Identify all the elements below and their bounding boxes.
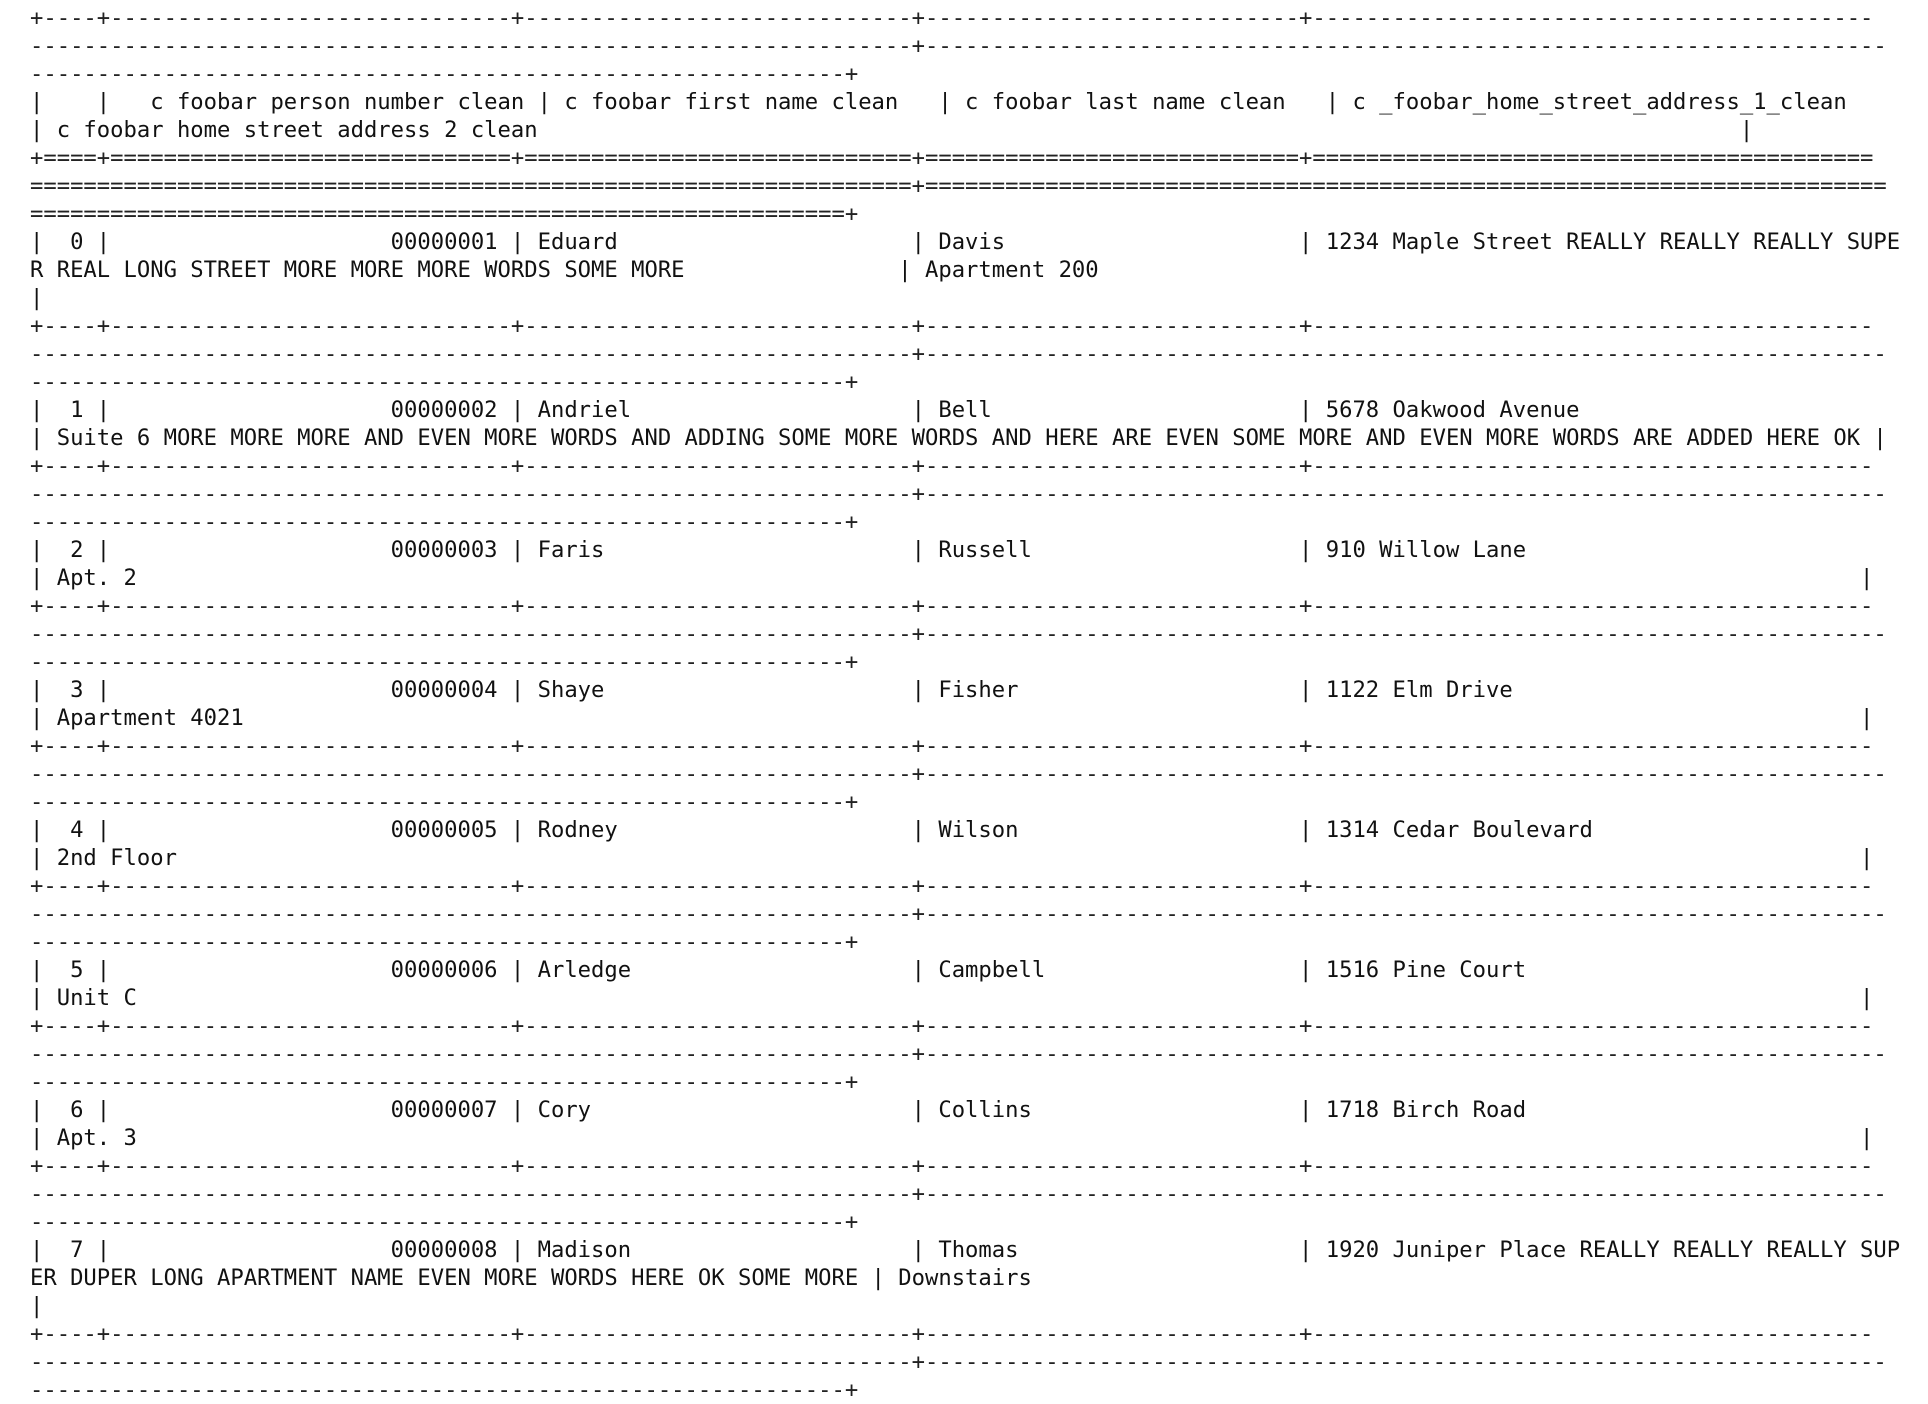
terminal-output <box>30 0 1920 1404</box>
table-row-1-line-1: | 1 | 00000002 | Andriel | Bell | 5678 Oakwood Avenue <box>30 397 1580 423</box>
table-row-3-line-2: | Apartment 4021 | <box>30 705 1874 731</box>
header-separator-1: +====+==============================+=============================+============================+========================================== <box>30 145 1874 171</box>
row-separator-4-3: -------------------------------------------------------------+ <box>30 929 859 955</box>
table-row-0-line-1: | 0 | 00000001 | Eduard | Davis | 1234 Maple Street REALLY REALLY REALLY SUPE <box>30 229 1901 255</box>
table-row-7-line-1: | 7 | 00000008 | Madison | Thomas | 1920 Juniper Place REALLY REALLY REALLY SUP <box>30 1237 1901 1263</box>
table-top-border-1: +----+------------------------------+-----------------------------+----------------------------+------------------------------------------ <box>30 5 1874 31</box>
row-separator-2-3: -------------------------------------------------------------+ <box>30 649 859 675</box>
row-separator-7-2: ------------------------------------------------------------------+------------------------------------------------------------------------ <box>30 1349 1887 1375</box>
row-separator-3-3: -------------------------------------------------------------+ <box>30 789 859 815</box>
row-separator-0-3: -------------------------------------------------------------+ <box>30 369 859 395</box>
row-separator-1-1: +----+------------------------------+-----------------------------+----------------------------+------------------------------------------ <box>30 453 1874 479</box>
table-row-5-line-1: | 5 | 00000006 | Arledge | Campbell | 1516 Pine Court <box>30 957 1527 983</box>
row-separator-3-2: ------------------------------------------------------------------+------------------------------------------------------------------------ <box>30 761 1887 787</box>
row-separator-5-2: ------------------------------------------------------------------+------------------------------------------------------------------------ <box>30 1041 1887 1067</box>
table-row-0-line-3: | <box>30 285 44 311</box>
row-separator-0-2: ------------------------------------------------------------------+------------------------------------------------------------------------ <box>30 341 1887 367</box>
table-row-7-line-3: | <box>30 1293 44 1319</box>
row-separator-7-3: -------------------------------------------------------------+ <box>30 1377 859 1403</box>
row-separator-6-2: ------------------------------------------------------------------+------------------------------------------------------------------------ <box>30 1181 1887 1207</box>
table-top-border-3: -------------------------------------------------------------+ <box>30 61 859 87</box>
row-separator-4-1: +----+------------------------------+-----------------------------+----------------------------+------------------------------------------ <box>30 873 1874 899</box>
table-row-7-line-2: ER DUPER LONG APARTMENT NAME EVEN MORE WORDS HERE OK SOME MORE | Downstairs <box>30 1265 1032 1291</box>
row-separator-1-3: -------------------------------------------------------------+ <box>30 509 859 535</box>
row-separator-7-1: +----+------------------------------+-----------------------------+----------------------------+------------------------------------------ <box>30 1321 1874 1347</box>
table-row-2-line-1: | 2 | 00000003 | Faris | Russell | 910 Willow Lane <box>30 537 1527 563</box>
table-row-4-line-1: | 4 | 00000005 | Rodney | Wilson | 1314 Cedar Boulevard <box>30 817 1593 843</box>
table-row-3-line-1: | 3 | 00000004 | Shaye | Fisher | 1122 Elm Drive <box>30 677 1513 703</box>
row-separator-0-1: +----+------------------------------+-----------------------------+----------------------------+------------------------------------------ <box>30 313 1874 339</box>
row-separator-2-1: +----+------------------------------+-----------------------------+----------------------------+------------------------------------------ <box>30 593 1874 619</box>
table-row-2-line-2: | Apt. 2 | <box>30 565 1874 591</box>
row-separator-6-1: +----+------------------------------+-----------------------------+----------------------------+------------------------------------------ <box>30 1153 1874 1179</box>
table-row-1-line-2: | Suite 6 MORE MORE MORE AND EVEN MORE WORDS AND ADDING SOME MORE WORDS AND HERE ARE EVEN SOME MORE AND EVEN MORE WORDS ARE ADDED HERE OK | <box>30 425 1887 451</box>
header-separator-2: ==================================================================+======================================================================== <box>30 173 1887 199</box>
row-separator-3-1: +----+------------------------------+-----------------------------+----------------------------+------------------------------------------ <box>30 733 1874 759</box>
table-row-6-line-2: | Apt. 3 | <box>30 1125 1874 1151</box>
row-separator-5-1: +----+------------------------------+-----------------------------+----------------------------+------------------------------------------ <box>30 1013 1874 1039</box>
table-header-line-1: | | c foobar person number clean | c foobar first name clean | c foobar last name clean | c _foobar_home_street_address_1_clean <box>30 89 1847 115</box>
table-top-border-2: ------------------------------------------------------------------+------------------------------------------------------------------------ <box>30 33 1887 59</box>
header-separator-3: =============================================================+ <box>30 201 859 227</box>
table-row-5-line-2: | Unit C | <box>30 985 1874 1011</box>
row-separator-1-2: ------------------------------------------------------------------+------------------------------------------------------------------------ <box>30 481 1887 507</box>
row-separator-2-2: ------------------------------------------------------------------+------------------------------------------------------------------------ <box>30 621 1887 647</box>
row-separator-4-2: ------------------------------------------------------------------+------------------------------------------------------------------------ <box>30 901 1887 927</box>
table-row-4-line-2: | 2nd Floor | <box>30 845 1874 871</box>
table-row-6-line-1: | 6 | 00000007 | Cory | Collins | 1718 Birch Road <box>30 1097 1527 1123</box>
row-separator-6-3: -------------------------------------------------------------+ <box>30 1209 859 1235</box>
table-header-line-2: | c foobar home street address 2 clean | <box>30 117 1754 143</box>
table-row-0-line-2: R REAL LONG STREET MORE MORE MORE WORDS SOME MORE | Apartment 200 <box>30 257 1099 283</box>
row-separator-5-3: -------------------------------------------------------------+ <box>30 1069 859 1095</box>
